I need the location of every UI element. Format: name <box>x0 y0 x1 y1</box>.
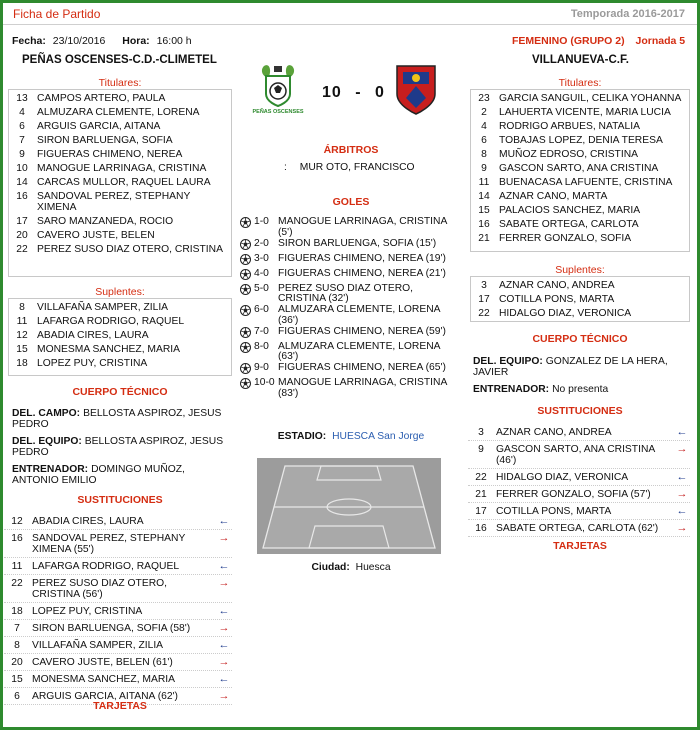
player-number: 15 <box>478 204 490 216</box>
arrow-left-icon: ← <box>676 425 688 438</box>
header-bar <box>3 3 697 25</box>
staff-entry <box>12 408 232 430</box>
player-row <box>471 278 689 292</box>
score-separator: - <box>355 84 362 101</box>
player-number: 8 <box>14 639 20 651</box>
player-number: 6 <box>481 134 487 146</box>
player-number: 20 <box>16 229 28 241</box>
substitution-row <box>4 575 232 603</box>
player-row <box>9 91 231 105</box>
player-name: SABATE ORTEGA, CARLOTA (62') <box>496 522 659 534</box>
goal-scorer: ALMUZARA CLEMENTE, LORENA (36') <box>278 304 440 326</box>
player-number: 17 <box>475 505 487 517</box>
home-team-crest <box>252 62 304 120</box>
player-number: 12 <box>11 515 23 527</box>
player-name: MONESMA SANCHEZ, MARIA <box>32 673 176 685</box>
soccer-ball-icon <box>240 327 254 342</box>
player-number: 22 <box>16 243 28 255</box>
player-number: 9 <box>481 162 487 174</box>
player-row <box>9 105 231 119</box>
arrow-left-icon: ← <box>218 672 230 685</box>
arrow-left-icon: ← <box>218 559 230 572</box>
player-name: ARGUIS GARCIA, AITANA (62') <box>32 690 178 702</box>
arrow-right-icon: → <box>218 531 230 544</box>
player-row <box>471 119 689 133</box>
player-name: TOBAJAS LOPEZ, DENIA TERESA <box>499 134 663 146</box>
player-name: AZNAR CANO, MARTA <box>499 190 608 202</box>
city-value: Huesca <box>355 562 391 573</box>
player-name: AZNAR CANO, ANDREA <box>496 426 612 438</box>
player-number: 21 <box>478 232 490 244</box>
soccer-ball-icon <box>240 239 254 254</box>
player-number: 16 <box>475 522 487 534</box>
player-name: MUÑOZ EDROSO, CRISTINA <box>499 148 639 160</box>
player-number: 13 <box>16 92 28 104</box>
referee-name: MUR OTO, FRANCISCO <box>299 162 415 173</box>
soccer-ball-icon <box>240 342 254 363</box>
soccer-ball-icon <box>240 269 254 284</box>
arrow-left-icon: ← <box>676 470 688 483</box>
soccer-ball-icon <box>240 217 254 238</box>
home-subs-title: Suplentes: <box>95 286 145 298</box>
arrow-right-icon: → <box>676 521 688 534</box>
player-row <box>9 356 231 370</box>
player-row <box>471 292 689 306</box>
stadium-label: ESTADIO: <box>277 431 327 442</box>
goal-scorer: MANOGUE LARRINAGA, CRISTINA (83') <box>278 377 447 399</box>
player-number: 11 <box>11 560 23 572</box>
player-number: 8 <box>19 301 25 313</box>
staff-entry <box>473 384 689 395</box>
goals-list <box>240 217 462 400</box>
away-substitutions-title: SUSTITUCIONES <box>537 405 623 417</box>
goal-scorer: PEREZ SUSO DIAZ OTERO, CRISTINA (32') <box>278 282 414 304</box>
referee-entry <box>284 162 415 173</box>
player-name: FERRER GONZALO, SOFIA (57') <box>496 488 651 500</box>
player-number: 6 <box>14 690 20 702</box>
staff-entry <box>12 464 232 486</box>
staff-name: BELLOSTA ASPIROZ, JESUS PEDRO <box>12 436 224 458</box>
away-team-name: VILLANUEVA-C.F. <box>532 54 629 66</box>
page-title: Ficha de Partido <box>13 7 101 21</box>
arrow-left-icon: ← <box>218 604 230 617</box>
player-name: RODRIGO ARBUES, NATALIA <box>499 120 640 132</box>
player-number: 22 <box>478 307 490 319</box>
player-number: 3 <box>478 426 484 438</box>
player-number: 8 <box>481 148 487 160</box>
player-row <box>471 133 689 147</box>
referees-title: ÁRBITROS <box>323 144 379 156</box>
player-row <box>471 306 689 320</box>
player-number: 10 <box>16 162 28 174</box>
home-score: 10 <box>322 84 342 101</box>
player-name: PEREZ SUSO DIAZ OTERO, CRISTINA <box>37 243 223 255</box>
player-row <box>471 189 689 203</box>
goals-title: GOLES <box>332 196 370 208</box>
player-number: 11 <box>16 315 28 327</box>
soccer-ball-icon <box>240 363 254 378</box>
home-substitutions-list <box>4 513 232 705</box>
home-staff-list <box>12 408 232 492</box>
away-score: 0 <box>375 84 385 101</box>
player-number: 11 <box>478 176 490 188</box>
player-number: 22 <box>475 471 487 483</box>
player-number: 15 <box>11 673 23 685</box>
soccer-ball-icon <box>240 254 254 269</box>
player-name: LAHUERTA VICENTE, MARIA LUCIA <box>499 106 671 118</box>
player-row <box>9 133 231 147</box>
player-name: GASCON SARTO, ANA CRISTINA <box>499 162 659 174</box>
substitution-row <box>4 654 232 671</box>
goal-score: 8-0 <box>254 340 269 352</box>
away-substitutions-list <box>468 424 690 537</box>
player-number: 17 <box>16 215 28 227</box>
player-name: LOPEZ PUY, CRISTINA <box>37 357 148 369</box>
player-row <box>9 119 231 133</box>
soccer-ball-icon <box>240 284 254 305</box>
date-label: Fecha: <box>12 35 46 47</box>
player-name: PALACIOS SANCHEZ, MARIA <box>499 204 641 216</box>
player-number: 7 <box>19 134 25 146</box>
match-score <box>322 84 385 102</box>
player-row <box>9 228 231 242</box>
player-number: 12 <box>16 329 28 341</box>
player-row <box>471 105 689 119</box>
away-team-crest <box>393 62 439 116</box>
substitution-row <box>4 620 232 637</box>
stadium-entry <box>240 431 462 442</box>
away-staff-list <box>473 356 689 401</box>
player-name: CARCAS MULLOR, RAQUEL LAURA <box>37 176 211 188</box>
player-number: 14 <box>478 190 490 202</box>
player-name: CAVERO JUSTE, BELEN <box>37 229 155 241</box>
player-row <box>471 91 689 105</box>
player-number: 9 <box>478 443 484 455</box>
player-row <box>471 161 689 175</box>
player-number: 20 <box>11 656 23 668</box>
away-starters-title: Titulares: <box>558 77 602 89</box>
goal-row <box>240 284 462 305</box>
arrow-right-icon: → <box>676 487 688 500</box>
substitution-row <box>4 530 232 558</box>
player-name: SANDOVAL PEREZ, STEPHANY XIMENA (55') <box>32 532 186 555</box>
player-number: 16 <box>478 218 490 230</box>
substitution-row <box>468 469 690 486</box>
player-name: MONESMA SANCHEZ, MARIA <box>37 343 181 355</box>
away-staff-title: CUERPO TÉCNICO <box>532 333 628 345</box>
home-substitutions-title: SUSTITUCIONES <box>77 494 163 506</box>
away-subs-list <box>470 276 690 322</box>
player-number: 3 <box>481 279 487 291</box>
player-number: 17 <box>478 293 490 305</box>
player-number: 18 <box>16 357 28 369</box>
time-value: 16:00 h <box>156 35 192 47</box>
goal-score: 10-0 <box>254 377 275 388</box>
goal-scorer: ALMUZARA CLEMENTE, LORENA (63') <box>278 340 440 362</box>
player-name: VILLAFAÑA SAMPER, ZILIA <box>32 639 164 651</box>
player-name: SIRON BARLUENGA, SOFIA <box>37 134 173 146</box>
stadium-field-image <box>257 458 441 554</box>
city-label: Ciudad: <box>311 562 350 573</box>
goal-row <box>240 217 462 238</box>
home-starters-title: Titulares: <box>98 77 142 89</box>
soccer-ball-icon <box>240 378 254 399</box>
player-name: LAFARGA RODRIGO, RAQUEL <box>37 315 185 327</box>
staff-name: BELLOSTA ASPIROZ, JESUS PEDRO <box>12 408 222 430</box>
staff-name: DOMINGO MUÑOZ, ANTONIO EMILIO <box>12 464 185 486</box>
staff-name: No presenta <box>552 384 609 395</box>
player-name: FERRER GONZALO, SOFIA <box>499 232 632 244</box>
goal-scorer: FIGUERAS CHIMENO, NEREA (65') <box>278 362 446 373</box>
player-number: 16 <box>11 532 23 544</box>
goal-score: 2-0 <box>254 237 269 249</box>
player-name: AZNAR CANO, ANDREA <box>499 279 615 291</box>
home-team-name: PEÑAS OSCENSES-C.D.-CLIMETEL <box>22 54 217 66</box>
player-row <box>9 242 231 256</box>
substitution-row <box>4 558 232 575</box>
player-name: LOPEZ PUY, CRISTINA <box>32 605 143 617</box>
player-row <box>9 342 231 356</box>
player-name: CAVERO JUSTE, BELEN (61') <box>32 656 173 668</box>
player-name: FIGUERAS CHIMENO, NEREA <box>37 148 183 160</box>
player-name: VILLAFAÑA SAMPER, ZILIA <box>37 301 169 313</box>
player-number: 4 <box>19 106 25 118</box>
substitution-row <box>4 603 232 620</box>
goal-row <box>240 254 462 269</box>
goal-score: 9-0 <box>254 362 269 373</box>
substitution-row <box>468 486 690 503</box>
player-number: 15 <box>16 343 28 355</box>
player-number: 9 <box>19 148 25 160</box>
home-subs-list <box>8 298 232 376</box>
player-number: 21 <box>475 488 487 500</box>
player-row <box>9 214 231 228</box>
staff-role: DEL. CAMPO: <box>12 408 81 419</box>
arrow-left-icon: ← <box>218 514 230 527</box>
category-label: FEMENINO (GRUPO 2) <box>512 35 625 47</box>
player-number: 7 <box>14 622 20 634</box>
stadium-link[interactable]: HUESCA San Jorge <box>332 431 425 442</box>
arrow-right-icon: → <box>676 442 688 455</box>
player-row <box>9 189 231 214</box>
goal-score: 1-0 <box>254 216 269 227</box>
player-number: 14 <box>16 176 28 188</box>
staff-role: ENTRENADOR: <box>473 384 550 395</box>
goal-score: 7-0 <box>254 325 269 337</box>
substitution-row <box>468 503 690 520</box>
player-name: HIDALGO DIAZ, VERONICA <box>499 307 632 319</box>
player-row <box>471 203 689 217</box>
player-name: ARGUIS GARCIA, AITANA <box>37 120 161 132</box>
player-name: SABATE ORTEGA, CARLOTA <box>499 218 639 230</box>
away-cards-title: TARJETAS <box>553 540 607 552</box>
player-number: 23 <box>478 92 490 104</box>
player-name: BUENACASA LAFUENTE, CRISTINA <box>499 176 673 188</box>
substitution-row <box>4 671 232 688</box>
substitution-row <box>468 520 690 537</box>
goal-score: 5-0 <box>254 282 269 294</box>
player-row <box>9 147 231 161</box>
goal-scorer: SIRON BARLUENGA, SOFIA (15') <box>278 237 437 249</box>
player-row <box>471 231 689 245</box>
player-row <box>9 161 231 175</box>
substitution-row <box>468 424 690 441</box>
staff-role: DEL. EQUIPO: <box>473 356 543 367</box>
goal-row <box>240 305 462 326</box>
player-number: 16 <box>16 190 28 202</box>
staff-name: GONZALEZ DE LA HERA, JAVIER <box>473 356 668 378</box>
arrow-right-icon: → <box>218 689 230 702</box>
player-number: 22 <box>11 577 23 589</box>
player-name: SARO MANZANEDA, ROCIO <box>37 215 174 227</box>
staff-role: ENTRENADOR: <box>12 464 89 475</box>
player-number: 4 <box>481 120 487 132</box>
competition-info <box>512 35 685 47</box>
date-value: 23/10/2016 <box>52 35 106 47</box>
home-staff-title: CUERPO TÉCNICO <box>72 386 168 398</box>
arrow-right-icon: → <box>218 655 230 668</box>
player-row <box>9 328 231 342</box>
goal-scorer: MANOGUE LARRINAGA, CRISTINA (5') <box>278 216 447 238</box>
substitution-row <box>468 441 690 469</box>
player-name: CAMPOS ARTERO, PAULA <box>37 92 166 104</box>
goal-row <box>240 269 462 284</box>
time-label: Hora: <box>122 35 150 47</box>
goal-score: 6-0 <box>254 304 269 315</box>
player-name: ABADIA CIRES, LAURA <box>32 515 144 527</box>
staff-entry <box>12 436 232 458</box>
goal-score: 3-0 <box>254 252 269 264</box>
player-name: ABADIA CIRES, LAURA <box>37 329 149 341</box>
arrow-left-icon: ← <box>218 638 230 651</box>
player-name: ALMUZARA CLEMENTE, LORENA <box>37 106 200 118</box>
home-cards-title: TARJETAS <box>93 700 147 712</box>
referee-prefix: : <box>284 162 287 173</box>
away-subs-title: Suplentes: <box>555 264 605 276</box>
player-row <box>471 217 689 231</box>
svg-text:PEÑAS OSCENSES: PEÑAS OSCENSES <box>252 109 304 115</box>
match-datetime <box>12 35 192 47</box>
player-number: 6 <box>19 120 25 132</box>
player-name: SANDOVAL PEREZ, STEPHANY XIMENA <box>37 190 191 213</box>
player-name: COTILLA PONS, MARTA <box>496 505 612 517</box>
player-row <box>471 147 689 161</box>
arrow-right-icon: → <box>218 621 230 634</box>
player-name: LAFARGA RODRIGO, RAQUEL <box>32 560 180 572</box>
city-entry <box>240 562 462 573</box>
player-row <box>471 175 689 189</box>
arrow-left-icon: ← <box>676 504 688 517</box>
player-name: COTILLA PONS, MARTA <box>499 293 615 305</box>
jornada-label: Jornada 5 <box>635 35 686 47</box>
home-starters-list <box>8 89 232 277</box>
player-name: HIDALGO DIAZ, VERONICA <box>496 471 629 483</box>
staff-role: DEL. EQUIPO: <box>12 436 82 447</box>
season-label: Temporada 2016-2017 <box>570 8 685 20</box>
goal-row <box>240 342 462 363</box>
substitution-row <box>4 637 232 654</box>
goal-row <box>240 378 462 399</box>
goal-scorer: FIGUERAS CHIMENO, NEREA (59') <box>278 325 446 337</box>
player-name: PEREZ SUSO DIAZ OTERO, CRISTINA (56') <box>32 577 168 600</box>
staff-entry <box>473 356 689 378</box>
player-number: 2 <box>481 106 487 118</box>
player-row <box>9 175 231 189</box>
player-row <box>9 314 231 328</box>
player-row <box>9 300 231 314</box>
player-name: SIRON BARLUENGA, SOFIA (58') <box>32 622 191 634</box>
goal-scorer: FIGUERAS CHIMENO, NEREA (19') <box>278 252 446 264</box>
player-name: GASCON SARTO, ANA CRISTINA (46') <box>496 443 655 466</box>
goal-row <box>240 363 462 378</box>
goal-scorer: FIGUERAS CHIMENO, NEREA (21') <box>278 267 446 279</box>
substitution-row <box>4 513 232 530</box>
player-number: 18 <box>11 605 23 617</box>
goal-row <box>240 327 462 342</box>
player-name: GARCIA SANGUIL, CELIKA YOHANNA <box>499 92 682 104</box>
away-starters-list <box>470 89 690 252</box>
soccer-ball-icon <box>240 305 254 326</box>
goal-score: 4-0 <box>254 267 269 279</box>
player-name: MANOGUE LARRINAGA, CRISTINA <box>37 162 207 174</box>
arrow-right-icon: → <box>218 576 230 589</box>
goal-row <box>240 239 462 254</box>
